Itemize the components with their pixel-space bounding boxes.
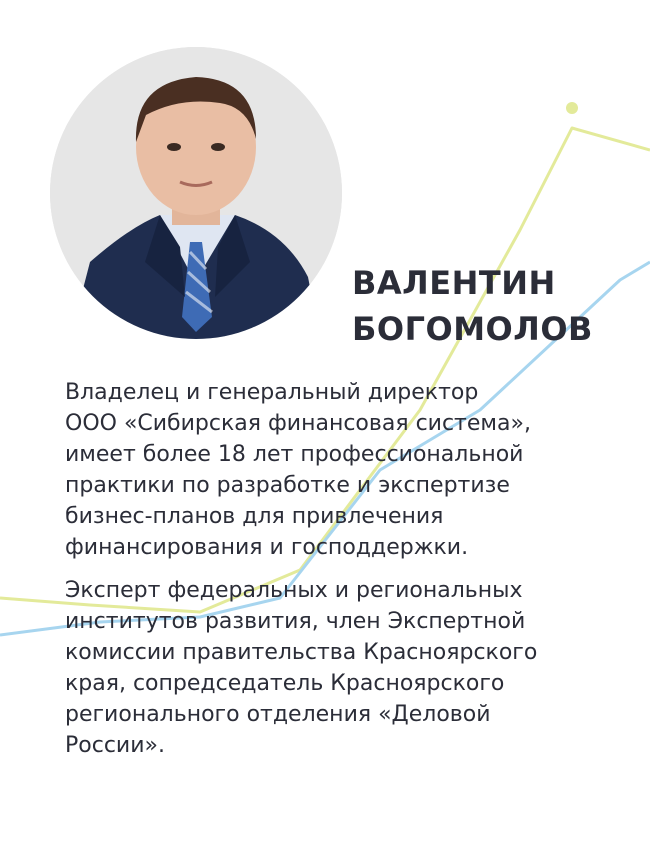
bio-line: имеет более 18 лет профессиональной xyxy=(65,442,524,467)
bio-paragraph-1 xyxy=(65,377,640,563)
bio-line: Владелец и генеральный директор xyxy=(65,380,479,405)
portrait-photo xyxy=(50,47,342,339)
bio-paragraph-2 xyxy=(65,575,640,761)
bio-line: бизнес-планов для привлечения xyxy=(65,504,444,529)
name-first: ВАЛЕНТИН xyxy=(352,264,556,302)
bio-line: институтов развития, член Экспертной xyxy=(65,609,526,634)
bio-line: России». xyxy=(65,733,165,758)
person-name xyxy=(352,260,642,352)
bio-line: края, сопредседатель Красноярского xyxy=(65,671,505,696)
name-last: БОГОМОЛОВ xyxy=(352,310,593,348)
yellow-trend-dot xyxy=(566,102,578,114)
bio-line: регионального отделения «Деловой xyxy=(65,702,491,727)
bio-line: Эксперт федеральных и региональных xyxy=(65,578,523,603)
bio-line: практики по разработке и экспертизе xyxy=(65,473,510,498)
bio-line: финансирования и господдержки. xyxy=(65,535,469,560)
bio-line: ООО «Сибирская финансовая система», xyxy=(65,411,531,436)
bio-line: комиссии правительства Красноярского xyxy=(65,640,538,665)
bio-text xyxy=(65,377,640,773)
